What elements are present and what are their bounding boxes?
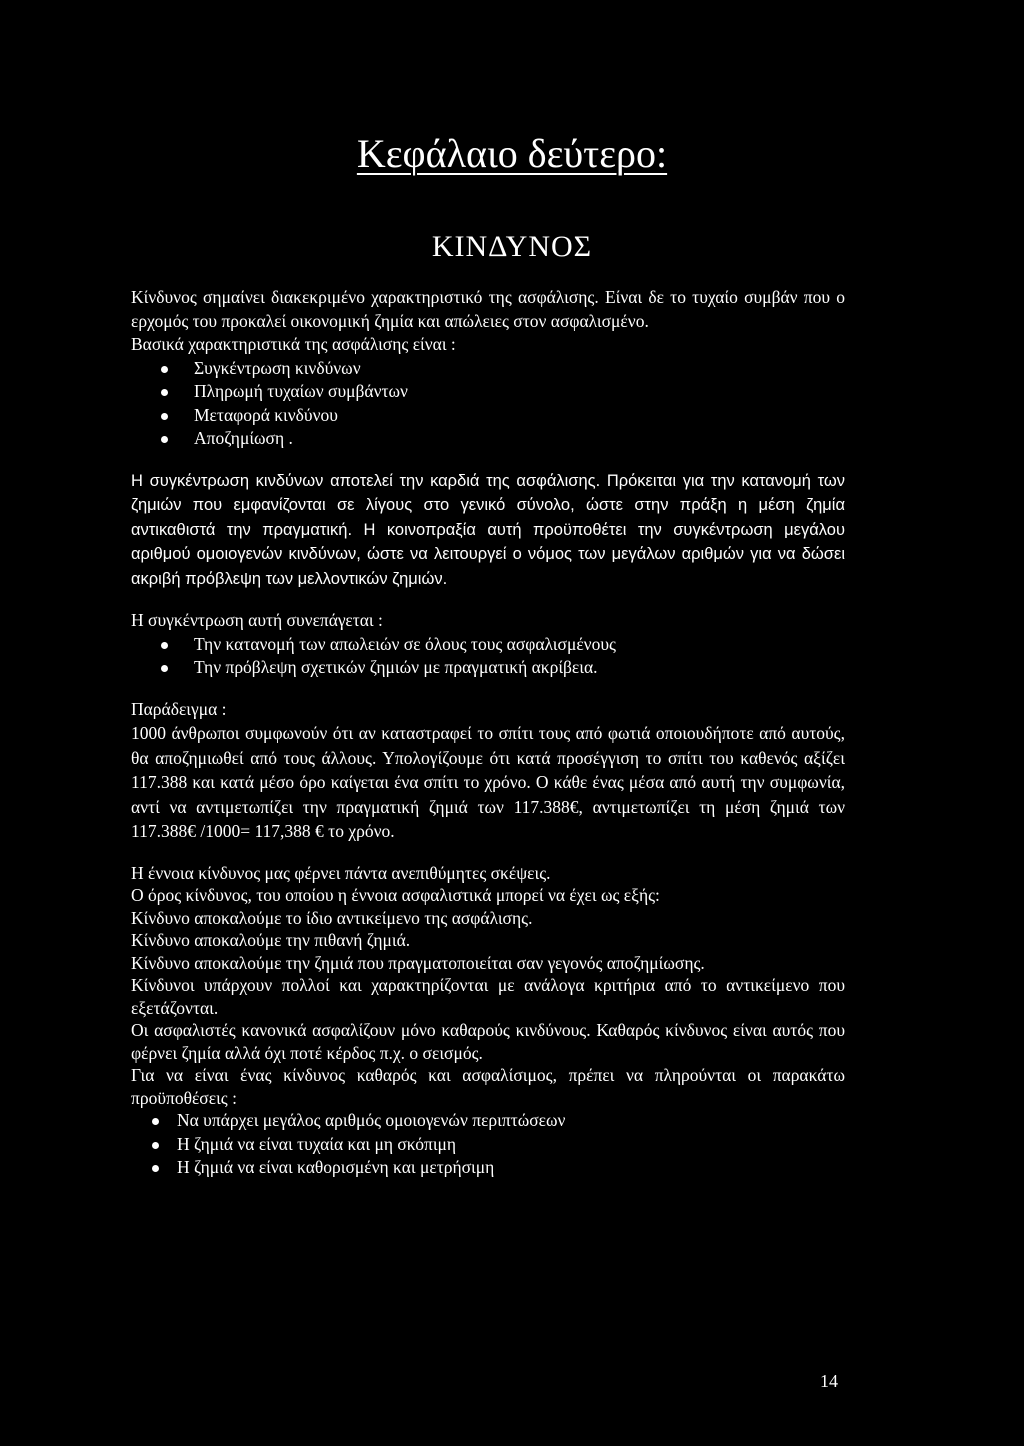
list-item: Αποζημίωση . — [131, 427, 845, 451]
example-text: 1000 άνθρωποι συμφωνούν ότι αν καταστραφεί το σπίτι τους από φωτιά οποιουδήποτε από αυτούς, θα αποζημιωθεί από τους άλλους. Υπολογίζουμε ότι κατά προσέγγιση το σπίτι του καθενός αξίζει 117.388 και κατά μέσο όρο καίγεται ένα σπίτι το χρόνο. Ο κάθε ένας μέσα από αυτή την συμφωνία, αντί να αντιμετωπίζει την πραγματική ζημιά των 117.388€, αντιμετωπίζει τη μέση ζημιά των 117.388€ /1000= 117,388 € το χρόνο. — [131, 723, 845, 841]
list-item: Η ζημιά να είναι τυχαία και μη σκόπιμη — [131, 1133, 845, 1157]
concentration-paragraph — [131, 469, 845, 592]
list-item: Πληρωμή τυχαίων συμβάντων — [131, 380, 845, 404]
concentration-text-a: Η συγκέντρωση κινδύνων αποτελεί την καρδιά της ασφάλισης. Πρόκειται για την κατανομή των ζημιών που εμφανίζονται σε λίγους στο γενικό σύνολο, ώστε στην πράξη η μέση ζημία αντικαθιστά την πραγματική. — [131, 471, 845, 539]
intro-paragraph: Κίνδυνος σημαίνει διακεκριμένο χαρακτηριστικό της ασφάλισης. Είναι δε το τυχαίο συμβάν που ο ερχομός του προκαλεί οικονομική ζημία και απώλειες στον ασφαλισμένο. — [131, 287, 845, 331]
list-item: Μεταφορά κινδύνου — [131, 404, 845, 428]
concept-line: Ο όρος κίνδυνος, του οποίου η έννοια ασφαλιστικά μπορεί να έχει ως εξής: — [131, 885, 660, 905]
concept-line: Κίνδυνο αποκαλούμε το ίδιο αντικείμενο της ασφάλισης. — [131, 907, 533, 928]
concept-paragraph-b: Οι ασφαλιστές κανονικά ασφαλίζουν μόνο καθαρούς κινδύνους. Καθαρός κίνδυνος είναι αυτός που φέρνει ζημία αλλά όχι ποτέ κέρδος π.χ. ο σεισμός. — [131, 1020, 845, 1063]
consequences-list — [131, 633, 845, 680]
list-item: Να υπάρχει μεγάλος αριθμός ομοιογενών περιπτώσεων — [131, 1109, 845, 1133]
example-label: Παράδειγμα : — [131, 698, 227, 719]
conditions-list — [131, 1109, 845, 1180]
list-item: Την κατανομή των απωλειών σε όλους τους ασφαλισμένους — [131, 633, 845, 657]
concept-paragraph-c: Για να είναι ένας κίνδυνος καθαρός και ασφαλίσιμος, πρέπει να πληρούνται οι παρακάτω προϋποθέσεις : — [131, 1065, 845, 1108]
page-number: 14 — [820, 1371, 838, 1391]
consequence-lead: Η συγκέντρωση αυτή συνεπάγεται : — [131, 610, 383, 630]
concept-line: Η έννοια κίνδυνος μας φέρνει πάντα ανεπιθύμητες σκέψεις. — [131, 862, 551, 883]
list-item: Την πρόβλεψη σχετικών ζημιών με πραγματική ακρίβεια. — [131, 656, 845, 680]
features-lead: Βασικά χαρακτηριστικά της ασφάλισης είναι : — [131, 334, 456, 354]
concentration-text-b: Η κοινοπραξία αυτή προϋποθέτει την συγκέντρωση μεγάλου αριθμού ομοιογενών κινδύνων, ώστε να λειτουργεί ο νόμος των μεγάλων αριθμών για να δώσει ακριβή πρόβλεψη των μελλοντικών ζημιών. — [131, 520, 845, 588]
chapter-title: Κεφάλαιο δεύτερο: — [356, 131, 668, 176]
concept-line: Κίνδυνο αποκαλούμε την ζημιά που πραγματοποιείται σαν γεγονός αποζημίωσης. — [131, 952, 705, 973]
list-item: Συγκέντρωση κινδύνων — [131, 357, 845, 381]
features-list — [131, 357, 845, 451]
body-content — [131, 286, 845, 1180]
list-item: Η ζημιά να είναι καθορισμένη και μετρήσιμη — [131, 1156, 845, 1180]
section-title: ΚΙΝΔΥΝΟΣ — [431, 230, 593, 263]
concept-paragraph-a: Κίνδυνοι υπάρχουν πολλοί και χαρακτηρίζονται με ανάλογα κριτήρια από το αντικείμενο που εξετάζονται. — [131, 975, 845, 1018]
concept-line: Κίνδυνο αποκαλούμε την πιθανή ζημιά. — [131, 930, 411, 950]
